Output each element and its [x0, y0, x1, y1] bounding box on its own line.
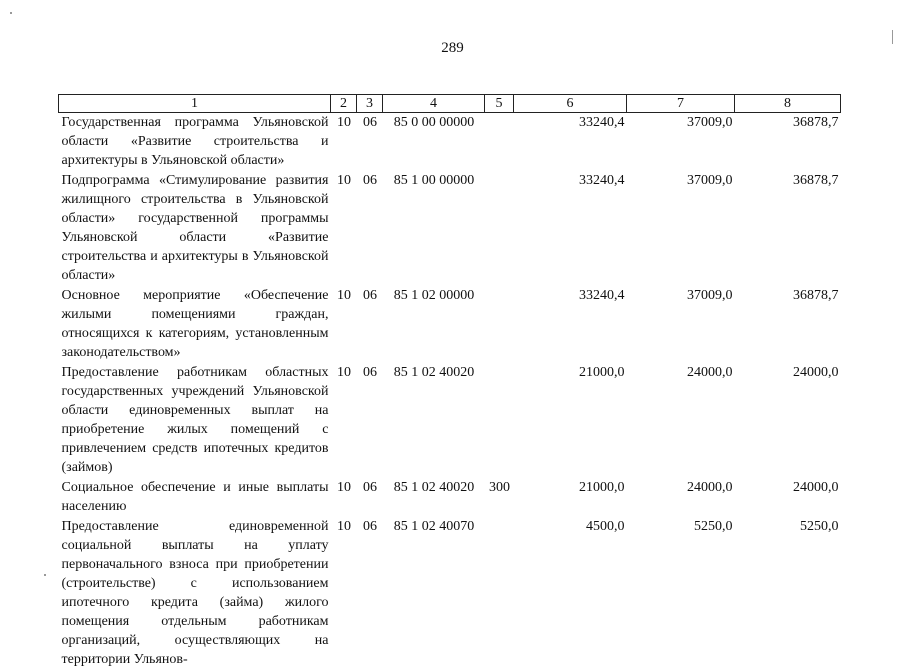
table-header-row	[59, 95, 841, 113]
row-subsection: 06	[363, 173, 377, 188]
row-value-8: 5250,0	[800, 519, 839, 534]
row-name: Предоставление единовременной социальной выплаты на уплату первоначального взноса при приобретении (строительстве) с использованием ипотечного кредита (займа) жилого помещения отдельным работникам организаций, осуществляющих на территории Ульянов-	[61, 519, 329, 667]
budget-table	[58, 94, 841, 670]
row-value-6: 21000,0	[579, 365, 625, 380]
row-value-8: 36878,7	[793, 115, 839, 130]
row-value-7: 37009,0	[687, 115, 733, 130]
row-subsection: 06	[363, 115, 377, 130]
row-target-code: 85 1 00 00000	[393, 173, 475, 188]
table-row	[59, 517, 841, 670]
table-row	[59, 171, 841, 286]
row-section: 10	[337, 365, 351, 380]
row-expense-type	[485, 517, 514, 670]
row-target-code: 85 1 02 00000	[393, 288, 475, 303]
row-value-6: 21000,0	[579, 480, 625, 495]
row-value-7: 37009,0	[687, 288, 733, 303]
row-target-code: 85 1 02 40020	[393, 365, 475, 380]
row-value-7: 24000,0	[687, 480, 733, 495]
row-value-7: 5250,0	[694, 519, 733, 534]
row-value-8: 24000,0	[793, 365, 839, 380]
column-header: 1	[59, 95, 331, 113]
row-subsection: 06	[363, 288, 377, 303]
row-value-6: 33240,4	[579, 115, 625, 130]
scan-speck	[44, 574, 46, 576]
table-row	[59, 286, 841, 363]
row-value-8: 24000,0	[793, 480, 839, 495]
scan-speck	[10, 12, 12, 14]
column-header: 3	[357, 95, 383, 113]
row-section: 10	[337, 173, 351, 188]
table-row	[59, 363, 841, 478]
row-expense-type	[485, 363, 514, 478]
row-name: Государственная программа Ульяновской области «Развитие строительства и архитектуры в Ульяновской области»	[61, 115, 329, 168]
page-number: 289	[441, 40, 464, 56]
row-section: 10	[337, 480, 351, 495]
row-subsection: 06	[363, 519, 377, 534]
row-subsection: 06	[363, 480, 377, 495]
row-value-7: 37009,0	[687, 173, 733, 188]
row-value-7: 24000,0	[687, 365, 733, 380]
row-value-6: 33240,4	[579, 288, 625, 303]
row-target-code: 85 1 02 40020	[393, 480, 475, 495]
column-header: 2	[331, 95, 357, 113]
row-name: Основное мероприятие «Обеспечение жилыми помещениями граждан, относящихся к категориям, установленным законодательством»	[61, 288, 329, 360]
row-subsection: 06	[363, 365, 377, 380]
column-header: 6	[514, 95, 627, 113]
row-name: Предоставление работникам областных государственных учреждений Ульяновской области единовременных выплат на приобретение жилых помещений с привлечением средств ипотечных кредитов (займов)	[61, 365, 329, 475]
row-expense-type	[485, 286, 514, 363]
row-value-6: 33240,4	[579, 173, 625, 188]
row-name: Социальное обеспечение и иные выплаты населению	[61, 480, 329, 514]
row-value-6: 4500,0	[586, 519, 625, 534]
row-value-8: 36878,7	[793, 173, 839, 188]
row-section: 10	[337, 519, 351, 534]
row-section: 10	[337, 115, 351, 130]
row-target-code: 85 1 02 40070	[393, 519, 475, 534]
column-header: 7	[627, 95, 735, 113]
row-section: 10	[337, 288, 351, 303]
row-expense-type: 300	[489, 480, 510, 495]
table-row	[59, 113, 841, 172]
scan-speck	[892, 30, 893, 44]
row-expense-type	[485, 171, 514, 286]
table-row	[59, 478, 841, 517]
column-header: 8	[735, 95, 841, 113]
row-value-8: 36878,7	[793, 288, 839, 303]
row-name: Подпрограмма «Стимулирование развития жилищного строительства в Ульяновской области» государственной программы Ульяновской области «Развитие строительства и архитектуры в Ульяновской области»	[61, 173, 329, 283]
row-target-code: 85 0 00 00000	[393, 115, 475, 130]
row-expense-type	[485, 113, 514, 172]
column-header: 5	[485, 95, 514, 113]
column-header: 4	[383, 95, 485, 113]
